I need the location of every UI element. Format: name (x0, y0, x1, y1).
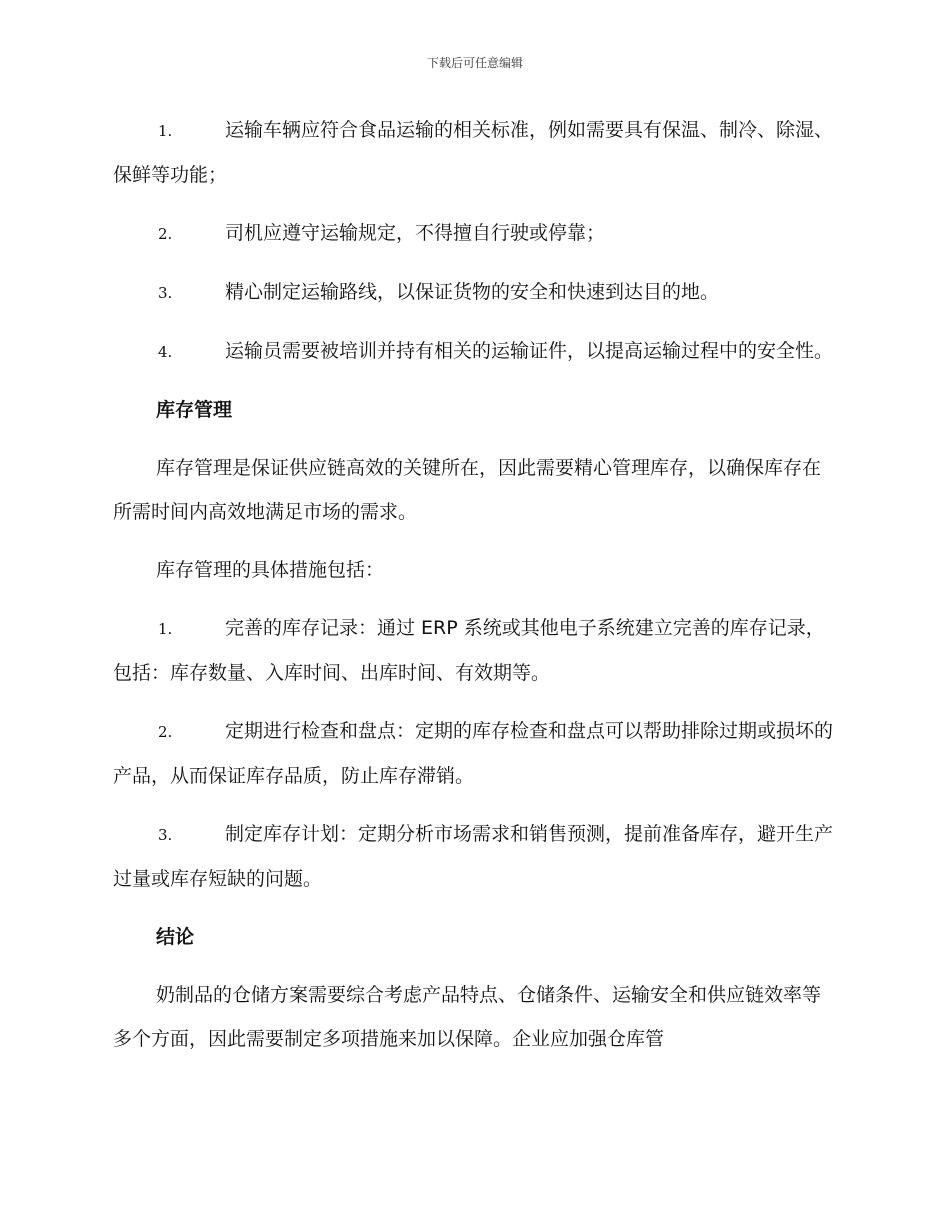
page-header: 下载后可任意编辑 (426, 56, 523, 70)
list-item (113, 606, 837, 695)
list-number: 1. (158, 122, 173, 140)
inventory-intro: 库存管理是保证供应链高效的关键所在，因此需要精心管理库存，以确保库存在所需时间内高效地满足市场的需求。 (113, 457, 822, 523)
list-number: 3. (158, 284, 173, 302)
list-text: 定期进行检查和盘点：定期的库存检查和盘点可以帮助排除过期或损坏的产品，从而保证库存品质，防止库存滞销。 (113, 720, 834, 787)
conclusion-text: 奶制品的仓储方案需要综合考虑产品特点、仓储条件、运输安全和供应链效率等多个方面，因此需要制定多项措施来加以保障。企业应加强仓库管 (113, 984, 822, 1050)
list-item (113, 211, 837, 256)
section-heading-inventory: 库存管理 (156, 399, 233, 421)
section-heading-conclusion: 结论 (156, 926, 195, 948)
list-number: 3. (158, 826, 173, 844)
list-text: 运输车辆应符合食品运输的相关标准，例如需要具有保温、制冷、除湿、保鲜等功能； (113, 119, 834, 186)
list-item (113, 108, 837, 197)
document-body (113, 108, 837, 1075)
list-number: 2. (158, 225, 173, 243)
list-text: 制定库存计划：定期分析市场需求和销售预测，提前准备库存，避开生产过量或库存短缺的问题。 (113, 823, 834, 890)
list-item (113, 709, 837, 798)
list-item (113, 270, 837, 315)
list-item (113, 329, 837, 374)
inventory-measures-label: 库存管理的具体措施包括： (156, 559, 385, 581)
list-text: 运输员需要被培训并持有相关的运输证件，以提高运输过程中的安全性。 (225, 340, 834, 362)
list-text: 完善的库存记录：通过 ERP 系统或其他电子系统建立完善的库存记录，包括：库存数量、入库时间、出库时间、有效期等。 (113, 617, 825, 684)
list-text: 精心制定运输路线，以保证货物的安全和快速到达目的地。 (225, 281, 720, 303)
list-item (113, 812, 837, 901)
list-number: 1. (158, 620, 173, 638)
list-number: 4. (158, 343, 173, 361)
list-text: 司机应遵守运输规定，不得擅自行驶或停靠； (225, 222, 606, 244)
list-number: 2. (158, 723, 173, 741)
